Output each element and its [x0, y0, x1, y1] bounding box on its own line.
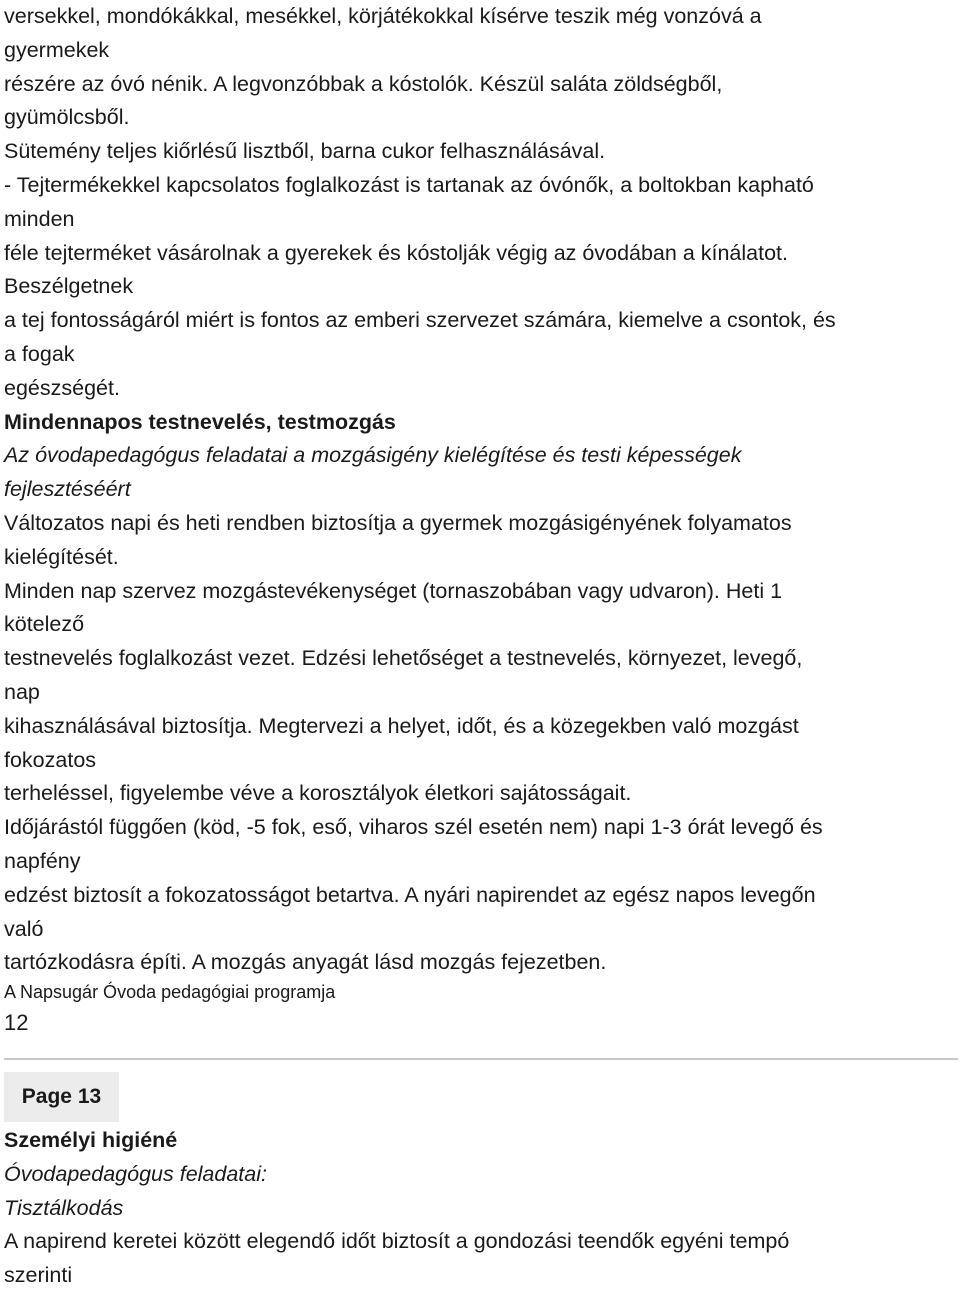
text-line: - Tejtermékekkel kapcsolatos foglalkozást is tartanak az óvónők, a boltokban kapható	[4, 172, 814, 197]
page-number: 12	[4, 1010, 29, 1036]
page-divider	[4, 1058, 958, 1060]
text-line: gyümölcsből.	[4, 105, 130, 130]
text-line: kihasználásával biztosítja. Megtervezi a helyet, időt, és a közegekben való mozgást	[4, 713, 799, 738]
text-line: versekkel, mondókákkal, mesékkel, körjátékokkal kísérve teszik még vonzóvá a	[4, 4, 762, 28]
text-line: Változatos napi és heti rendben biztosítja a gyermek mozgásigényének folyamatos	[4, 510, 792, 535]
text-line: fokozatos	[4, 747, 97, 772]
text-line: A napirend keretei között elegendő időt biztosít a gondozási teendők egyéni tempó	[4, 1229, 790, 1254]
section-heading: Mindennapos testnevelés, testmozgás	[4, 409, 396, 434]
text-line: gyermekek	[4, 37, 110, 62]
page-footer-title: A Napsugár Óvoda pedagógiai programja	[4, 982, 336, 1003]
text-line: részére az óvó nénik. A legvonzóbbak a kóstolók. Készül saláta zöldségből,	[4, 71, 723, 96]
page-12-content	[4, 0, 956, 1040]
text-line: edzést biztosít a fokozatosságot betartva. A nyári napirendet az egész napos levegőn	[4, 882, 816, 907]
section-subheading: Óvodapedagógus feladatai:	[4, 1161, 267, 1186]
text-line: minden	[4, 206, 75, 231]
text-line: Beszélgetnek	[4, 274, 134, 299]
text-line: kielégítését.	[4, 544, 119, 569]
text-line: Sütemény teljes kiőrlésű lisztből, barna cukor felhasználásával.	[4, 139, 606, 164]
section-heading: Személyi higiéné	[4, 1128, 178, 1152]
text-line: napfény	[4, 848, 81, 873]
text-line: nap	[4, 679, 40, 704]
text-line: tartózkodásra építi. A mozgás anyagát lásd mozgás fejezetben.	[4, 950, 607, 975]
text-line: Minden nap szervez mozgástevékenységet (tornaszobában vagy udvaron). Heti 1	[4, 578, 783, 603]
page-13-content	[4, 1124, 956, 1293]
text-line: a tej fontosságáról miért is fontos az emberi szervezet számára, kiemelve a csontok, és	[4, 308, 836, 333]
text-line: testnevelés foglalkozást vezet. Edzési lehetőséget a testnevelés, környezet, levegő,	[4, 646, 803, 671]
text-line: terheléssel, figyelembe véve a korosztályok életkori sajátosságait.	[4, 781, 632, 806]
text-line: való	[4, 916, 44, 941]
section-subheading: fejlesztéséért	[4, 477, 131, 502]
text-line: a fogak	[4, 341, 75, 366]
text-line: féle tejterméket vásárolnak a gyerekek és kóstolják végig az óvodában a kínálatot.	[4, 240, 789, 265]
section-subheading: Az óvodapedagógus feladatai a mozgásigény kielégítése és testi képességek	[4, 443, 742, 468]
section-subheading: Tisztálkodás	[4, 1195, 124, 1220]
text-line: szerinti	[4, 1263, 73, 1288]
text-line: Időjárástól függően (köd, -5 fok, eső, viharos szél esetén nem) napi 1-3 órát levegő és	[4, 815, 823, 840]
text-line: egészségét.	[4, 375, 120, 400]
page-label: Page 13	[4, 1072, 119, 1122]
text-line: kötelező	[4, 612, 85, 637]
